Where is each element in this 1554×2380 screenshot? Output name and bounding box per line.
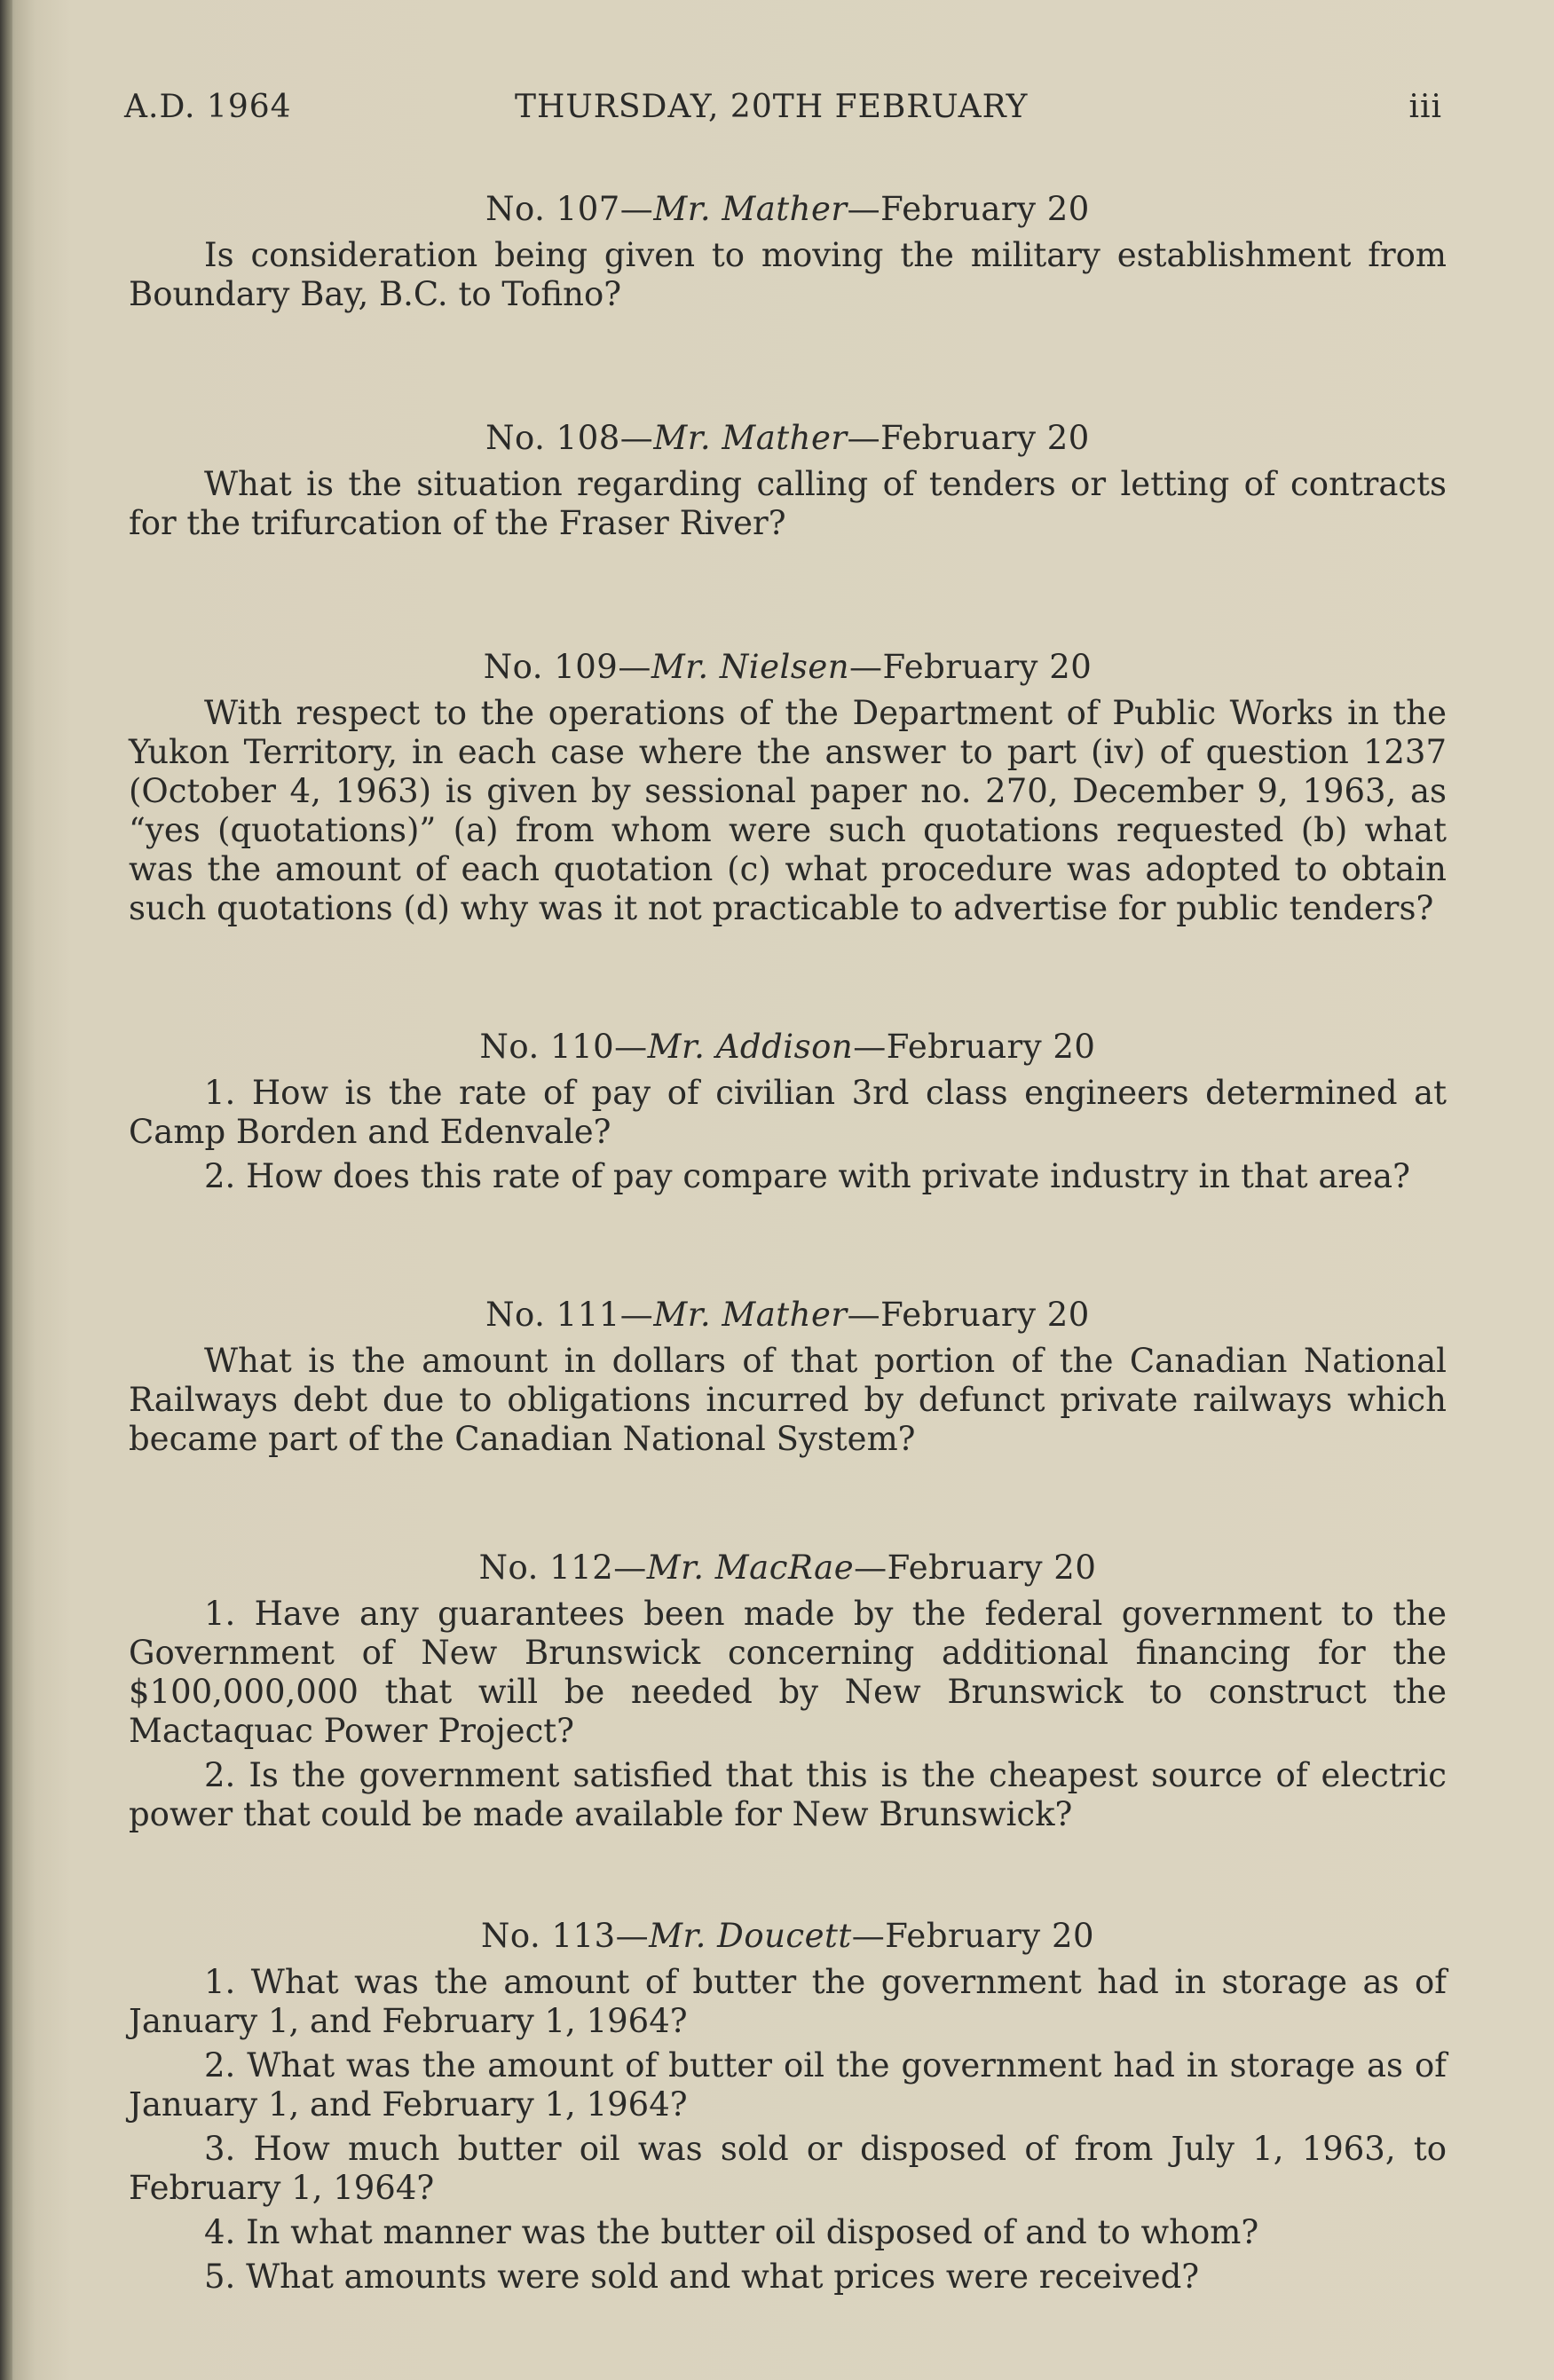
- question-108: [129, 419, 1447, 548]
- question-date: —February 20: [849, 648, 1093, 686]
- question-member: Mr. Doucett: [649, 1917, 852, 1955]
- question-112: [129, 1549, 1447, 1840]
- question-member: Mr. Mather: [653, 419, 848, 457]
- question-107: [129, 190, 1447, 319]
- question-date: —February 20: [847, 419, 1090, 457]
- question-date: —February 20: [847, 190, 1090, 228]
- question-date: —February 20: [853, 1028, 1096, 1066]
- question-109: [129, 648, 1447, 934]
- question-text: 1. How is the rate of pay of civilian 3rd class engineers determined at Camp Borden and Edenvale?: [129, 1074, 1447, 1151]
- page-header: [124, 89, 1442, 142]
- question-text: 2. Is the government satisfied that this is the cheapest source of electric power that could be made available for New Brunswick?: [129, 1756, 1447, 1833]
- question-text: 5. What amounts were sold and what prices were received?: [204, 2258, 1200, 2296]
- question-number: No. 111—: [485, 1296, 654, 1334]
- question-text: Is consideration being given to moving the military establishment from Boundary Bay, B.C. to Tofino?: [129, 236, 1447, 313]
- header-page-number: iii: [1408, 89, 1442, 125]
- question-date: —February 20: [851, 1917, 1095, 1955]
- question-heading: [129, 419, 1447, 458]
- question-110: [129, 1028, 1447, 1202]
- question-text: What is the situation regarding calling of tenders or letting of contracts for the trifurcation of the Fraser River?: [129, 465, 1447, 542]
- question-member: Mr. Mather: [653, 1296, 848, 1334]
- question-heading: [129, 1917, 1447, 1956]
- question-heading: [129, 648, 1447, 687]
- question-number: No. 108—: [485, 419, 654, 457]
- question-number: No. 112—: [478, 1549, 647, 1587]
- question-heading: [129, 1549, 1447, 1588]
- question-text: 3. How much butter oil was sold or disposed of from July 1, 1963, to February 1, 1964?: [129, 2130, 1447, 2207]
- question-member: Mr. Nielsen: [651, 648, 850, 686]
- question-member: Mr. Addison: [647, 1028, 854, 1066]
- question-number: No. 110—: [479, 1028, 648, 1066]
- question-date: —February 20: [854, 1549, 1097, 1587]
- question-text: 1. What was the amount of butter the government had in storage as of January 1, and February 1, 1964?: [129, 1963, 1447, 2040]
- question-number: No. 109—: [483, 648, 651, 686]
- header-year: A.D. 1964: [124, 89, 292, 125]
- question-text: 1. Have any guarantees been made by the federal government to the Government of New Brunswick concerning additional financing for the $100,000,000 that will be needed by New Brunswick to construct the Mactaquac Power Project?: [129, 1595, 1447, 1750]
- question-text: 2. How does this rate of pay compare with private industry in that area?: [204, 1157, 1410, 1195]
- question-number: No. 107—: [485, 190, 654, 228]
- question-111: [129, 1296, 1447, 1464]
- question-text: 4. In what manner was the butter oil disposed of and to whom?: [204, 2213, 1259, 2251]
- question-member: Mr. MacRae: [646, 1549, 855, 1587]
- question-number: No. 113—: [480, 1917, 650, 1955]
- question-heading: [129, 1028, 1447, 1067]
- page-binding-edge: [0, 0, 12, 2380]
- question-text: With respect to the operations of the Department of Public Works in the Yukon Territory, in each case where the answer to part (iv) of question 1237 (October 4, 1963) is given by sessional paper no. 270, December 9, 1963, as “yes (quotations)” (a) from whom were such quotations requested (b) what was the amount of each quotation (c) what procedure was adopted to obtain such quotations (d) why was it not practicable to advertise for public tenders?: [129, 694, 1447, 927]
- question-113: [129, 1917, 1447, 2302]
- header-date: THURSDAY, 20TH FEBRUARY: [515, 89, 1029, 125]
- question-member: Mr. Mather: [653, 190, 848, 228]
- question-heading: [129, 1296, 1447, 1335]
- question-text: 2. What was the amount of butter oil the government had in storage as of January 1, and February 1, 1964?: [129, 2046, 1447, 2124]
- question-text: What is the amount in dollars of that portion of the Canadian National Railways debt due to obligations incurred by defunct private railways which became part of the Canadian National System?: [129, 1342, 1447, 1458]
- question-date: —February 20: [847, 1296, 1090, 1334]
- question-heading: [129, 190, 1447, 229]
